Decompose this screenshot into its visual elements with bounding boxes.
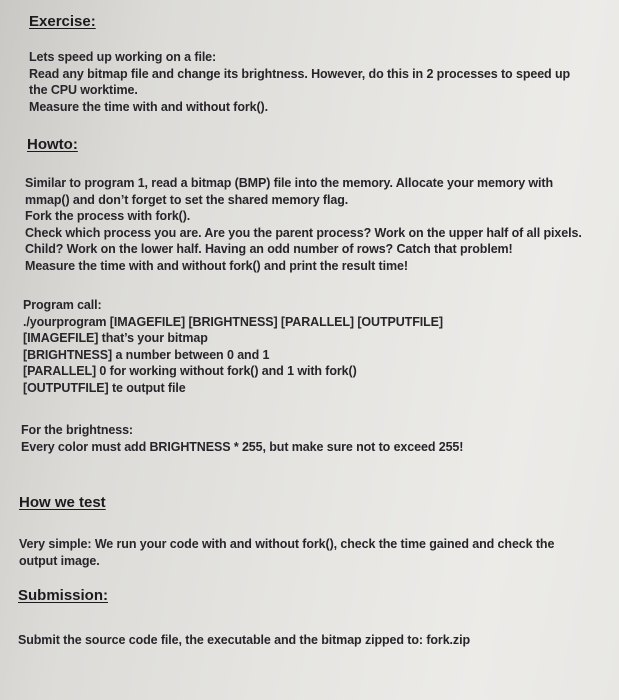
how-we-test-heading: How we test bbox=[19, 494, 106, 511]
howto-text bbox=[25, 175, 582, 274]
submission-heading: Submission: bbox=[18, 587, 109, 604]
program-call-line: [BRIGHTNESS] a number between 0 and 1 bbox=[23, 347, 270, 362]
howto-line: Fork the process with fork(). bbox=[25, 209, 191, 223]
submission-text bbox=[18, 632, 470, 649]
exercise-text bbox=[29, 49, 570, 115]
how-we-test-text bbox=[19, 536, 554, 569]
howto-line: Child? Work on the lower half. Having an odd number of rows? Catch that problem! bbox=[25, 242, 513, 256]
howto-line: Check which process you are. Are you the parent process? Work on the upper half of all pixels. bbox=[25, 225, 582, 240]
how-we-test-line: Very simple: We run your code with and without fork(), check the time gained and check the bbox=[19, 537, 555, 551]
exercise-line: Lets speed up working on a file: bbox=[29, 50, 217, 64]
program-call-line: Program call: bbox=[23, 298, 102, 312]
exercise-line: the CPU worktime. bbox=[29, 83, 138, 97]
program-call-text bbox=[23, 297, 443, 396]
exercise-heading: Exercise: bbox=[29, 13, 96, 30]
brightness-line: For the brightness: bbox=[21, 423, 133, 437]
program-call-line: [PARALLEL] 0 for working without fork() and 1 with fork() bbox=[23, 364, 357, 378]
program-call-line: [OUTPUTFILE] te output file bbox=[23, 380, 186, 395]
exercise-line: Read any bitmap file and change its brightness. However, do this in 2 processes to speed up bbox=[29, 66, 571, 81]
program-call-line: ./yourprogram [IMAGEFILE] [BRIGHTNESS] [PARALLEL] [OUTPUTFILE] bbox=[23, 314, 443, 329]
brightness-line: Every color must add BRIGHTNESS * 255, but make sure not to exceed 255! bbox=[21, 439, 464, 454]
how-we-test-line: output image. bbox=[19, 553, 100, 568]
howto-line: Similar to program 1, read a bitmap (BMP) file into the memory. Allocate your memory with bbox=[25, 176, 554, 190]
howto-line: Measure the time with and without fork() and print the result time! bbox=[25, 258, 408, 273]
program-call-line: [IMAGEFILE] that’s your bitmap bbox=[23, 331, 208, 345]
howto-line: mmap() and don’t forget to set the shared memory flag. bbox=[25, 192, 349, 207]
brightness-text bbox=[21, 422, 463, 455]
submission-line: Submit the source code file, the executable and the bitmap zipped to: fork.zip bbox=[18, 633, 470, 647]
howto-heading: Howto: bbox=[27, 136, 78, 153]
exercise-line: Measure the time with and without fork(). bbox=[29, 99, 268, 114]
